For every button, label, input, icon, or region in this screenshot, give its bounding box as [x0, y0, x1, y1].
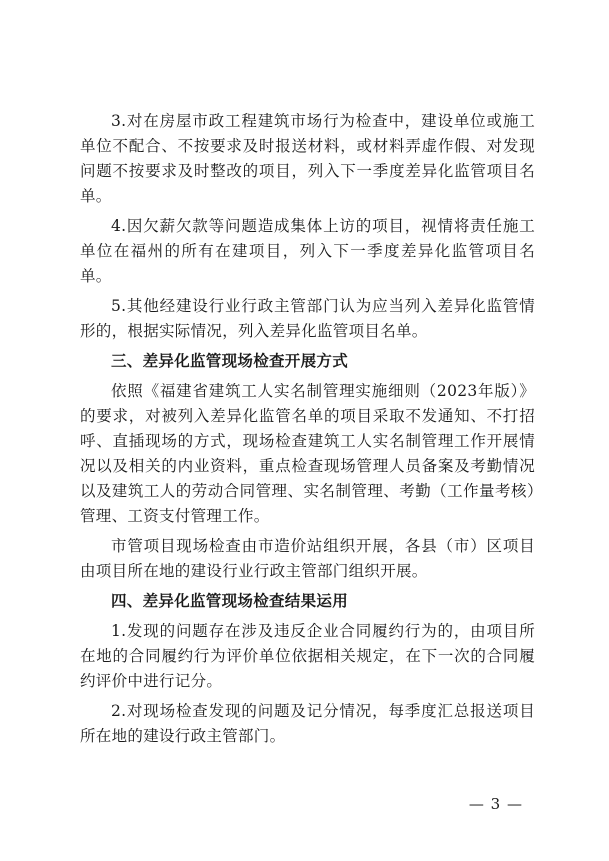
document-body	[80, 109, 535, 749]
paragraph-result-2: 2.对现场检查发现的问题及记分情况，每季度汇总报送项目所在地的建设行政主管部门。	[80, 702, 535, 745]
paragraph-inspection-method: 依照《福建省建筑工人实名制管理实施细则（2023年版）》的要求，对被列入差异化监管名单的项目采取不发通知、不打招呼、直插现场的方式，现场检查建筑工人实名制管理工作开展情况以及相关的内业资料，重点检查现场管理人员备案及考勤情况以及建筑工人的劳动合同管理、实名制管理、考勤（工作量考核）管理、工资支付管理工作。	[80, 382, 535, 525]
paragraph-item-4: 4.因欠薪欠款等问题造成集体上访的项目，视情将责任施工单位在福州的所有在建项目，列入下一季度差异化监管项目名单。	[80, 217, 535, 285]
section-heading-3: 三、差异化监管现场检查开展方式	[111, 352, 349, 370]
page-number: — 3 —	[468, 795, 523, 813]
section-heading-4: 四、差异化监管现场检查结果运用	[111, 592, 349, 610]
paragraph-organizer: 市管项目现场检查由市造价站组织开展，各县（市）区项目由项目所在地的建设行业行政主管部门组织开展。	[80, 537, 535, 580]
paragraph-item-5: 5.其他经建设行业行政主管部门认为应当列入差异化监管情形的，根据实际情况，列入差异化监管项目名单。	[80, 297, 535, 340]
paragraph-result-1: 1.发现的问题存在涉及违反企业合同履约行为的，由项目所在地的合同履约行为评价单位依据相关规定，在下一次的合同履约评价中进行记分。	[80, 622, 535, 690]
paragraph-item-3: 3.对在房屋市政工程建筑市场行为检查中，建设单位或施工单位不配合、不按要求及时报送材料，或材料弄虚作假、对发现问题不按要求及时整改的项目，列入下一季度差异化监管项目名单。	[80, 112, 535, 205]
